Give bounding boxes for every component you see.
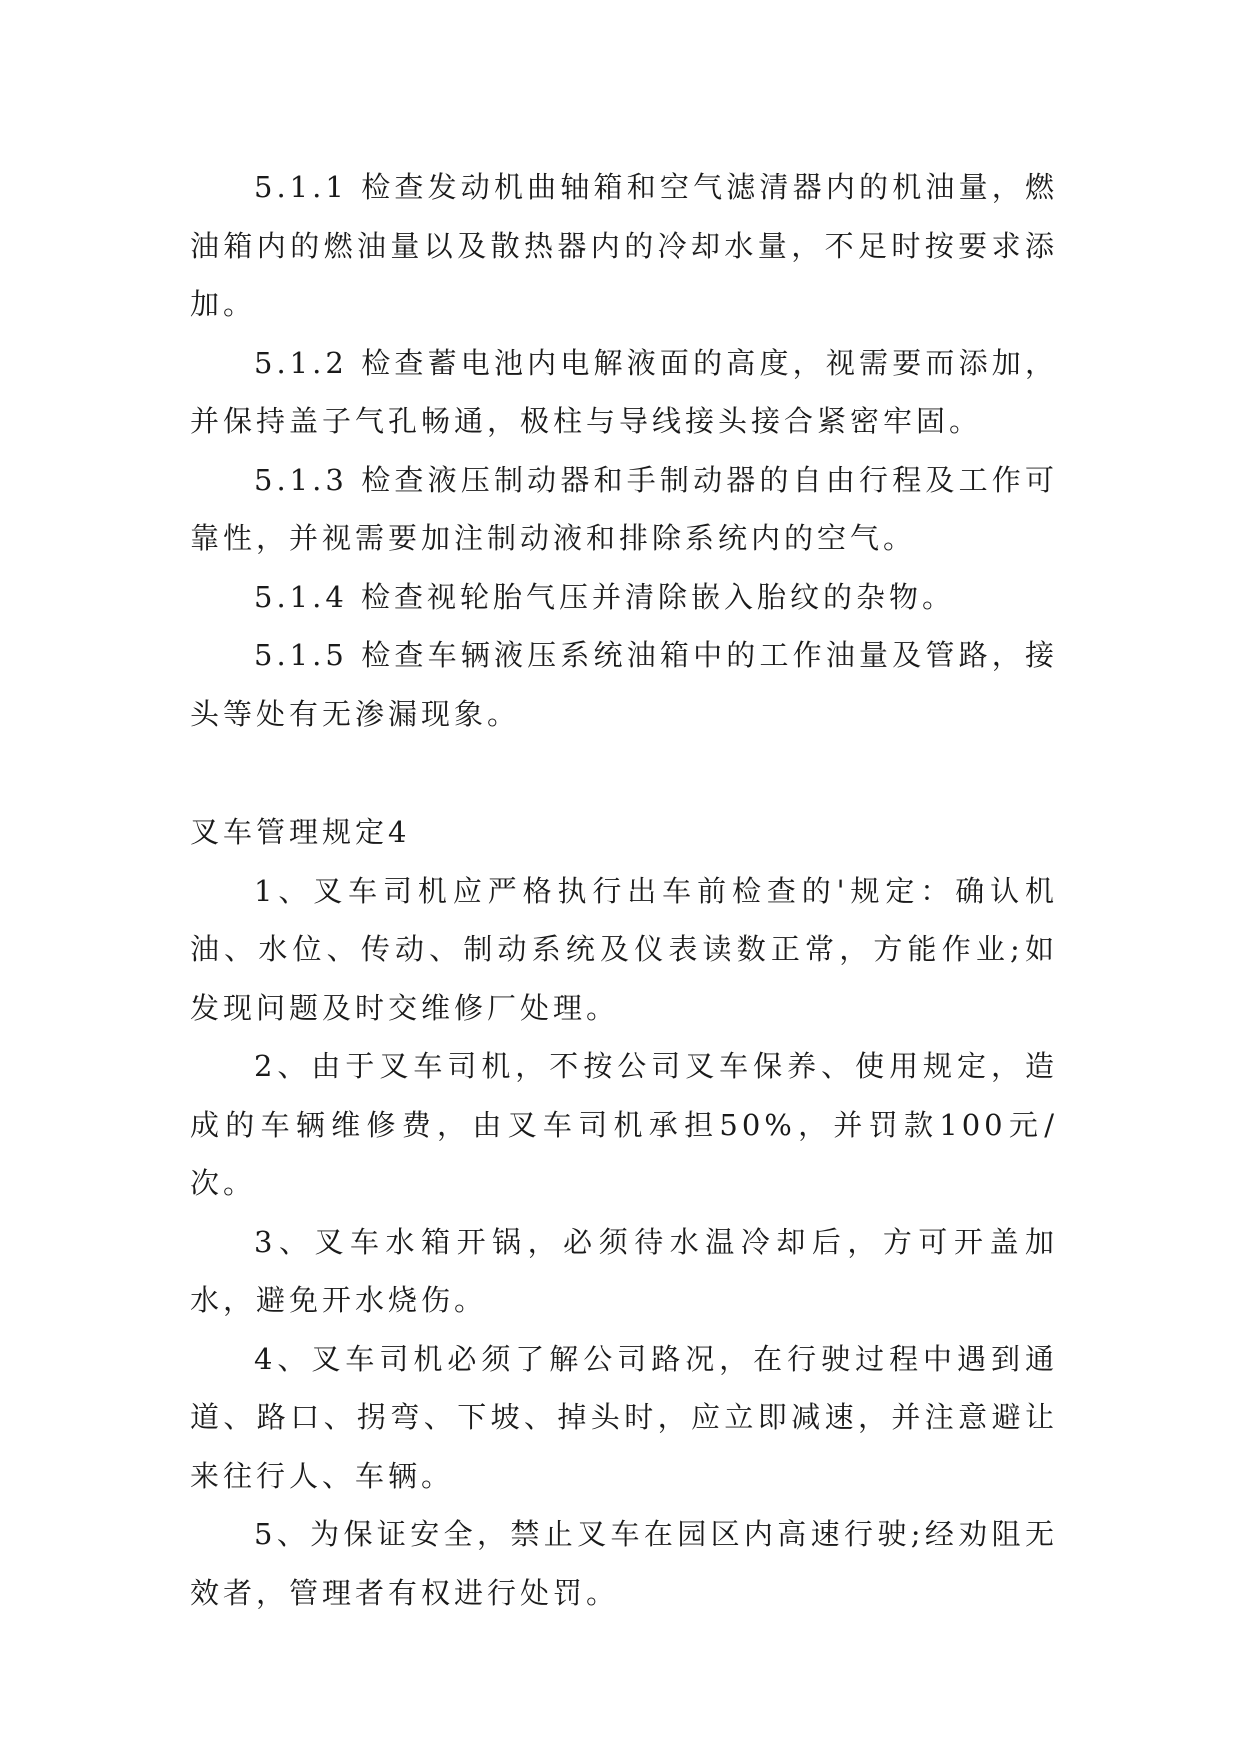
paragraph-5-1-4: 5.1.4 检查视轮胎气压并清除嵌入胎纹的杂物。 — [254, 579, 956, 614]
paragraph-5-1-5: 5.1.5 检查车辆液压系统油箱中的工作油量及管路，接头等处有无渗漏现象。 — [190, 638, 1058, 731]
rule-item-4: 4、叉车司机必须了解公司路况，在行驶过程中遇到通道、路口、拐弯、下坡、掉头时，应立即减速，并注意避让来往行人、车辆。 — [190, 1341, 1058, 1493]
section-heading: 叉车管理规定4 — [190, 815, 411, 849]
rule-item-3: 3、叉车水箱开锅，必须待水温冷却后，方可开盖加水，避免开水烧伤。 — [190, 1224, 1058, 1317]
paragraph-5-1-2: 5.1.2 检查蓄电池内电解液面的高度，视需要而添加，并保持盖子气孔畅通，极柱与导线接头接合紧密牢固。 — [190, 345, 1058, 438]
rule-item-2: 2、由于叉车司机，不按公司叉车保养、使用规定，造成的车辆维修费，由叉车司机承担50%，并罚款100元/次。 — [190, 1049, 1058, 1200]
rule-item-5: 5、为保证安全，禁止叉车在园区内高速行驶;经劝阻无效者，管理者有权进行处罚。 — [190, 1517, 1058, 1610]
rule-item-1: 1、叉车司机应严格执行出车前检查的'规定：确认机油、水位、传动、制动系统及仪表读数正常，方能作业;如发现问题及时交维修厂处理。 — [190, 873, 1058, 1025]
paragraph-5-1-1: 5.1.1 检查发动机曲轴箱和空气滤清器内的机油量，燃油箱内的燃油量以及散热器内的冷却水量，不足时按要求添加。 — [190, 170, 1058, 321]
paragraph-5-1-3: 5.1.3 检查液压制动器和手制动器的自由行程及工作可靠性，并视需要加注制动液和排除系统内的空气。 — [190, 462, 1058, 555]
document-page — [190, 158, 1058, 1622]
